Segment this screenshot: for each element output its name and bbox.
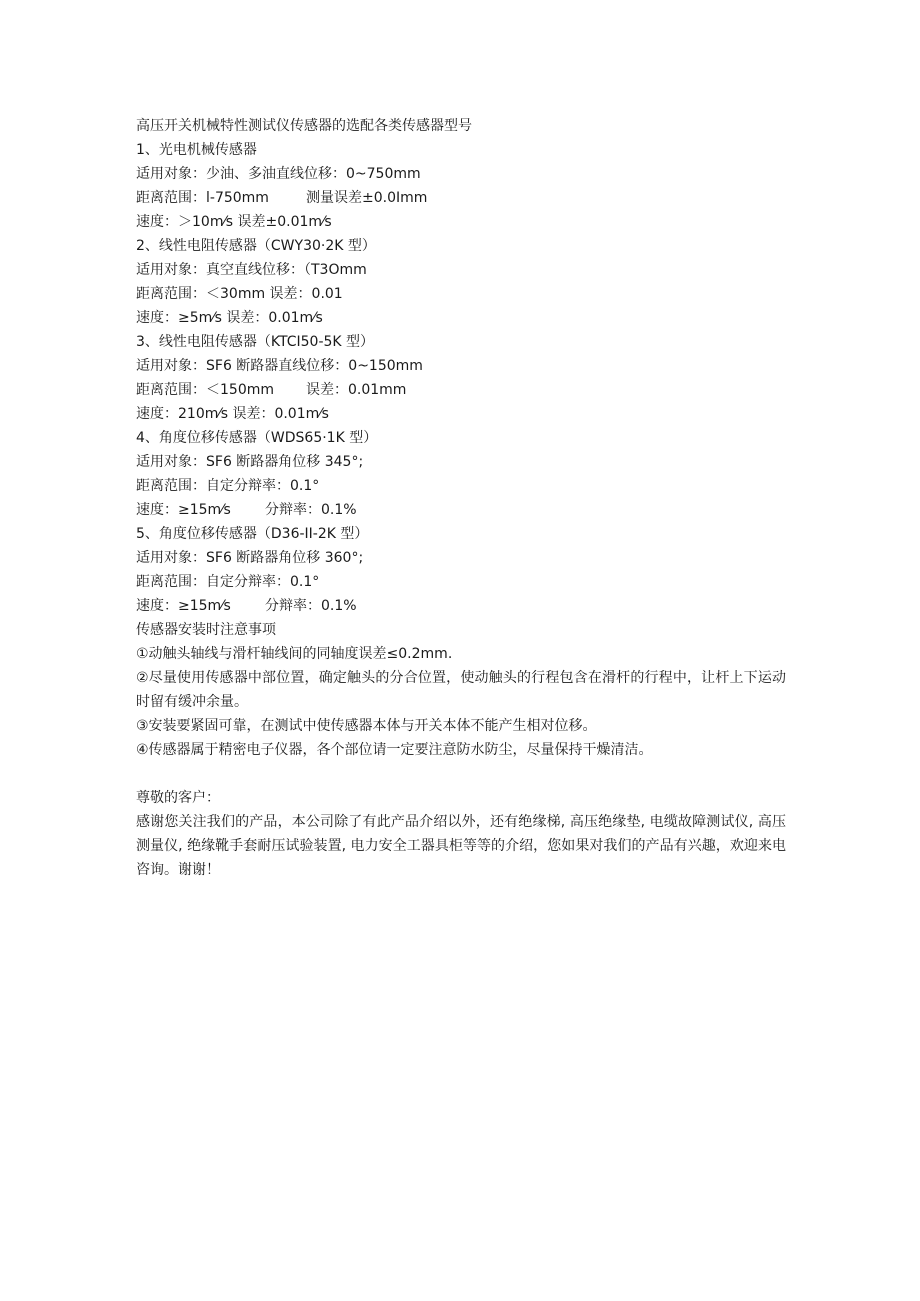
sensor-speed-row	[136, 594, 786, 618]
sensor-speed: 速度：≥5m⁄s 误差：0.01m⁄s	[136, 310, 323, 326]
sensor-range-row	[136, 186, 786, 210]
sensor-object: 适用对象：真空直线位移：（T3Omm	[136, 262, 367, 278]
sensor-range: 距离范围：＜30mm 误差：0.01	[136, 286, 343, 302]
sensor-speed: 速度：≥15m⁄s	[136, 502, 231, 518]
document-title: 高压开关机械特性测试仪传感器的选配各类传感器型号	[136, 118, 472, 134]
sensor-resolution: 分辩率：0.1%	[265, 598, 357, 614]
sensor-heading: 5、角度位移传感器（D36-II-2K 型）	[136, 526, 369, 542]
sensor-speed: 速度：＞10m⁄s 误差±0.01m⁄s	[136, 214, 332, 230]
sensor-heading: 3、线性电阻传感器（KTCI50-5K 型）	[136, 334, 375, 350]
note-item: ④传感器属于精密电子仪器，各个部位请一定要注意防水防尘，尽量保持干燥清洁。	[136, 742, 653, 758]
sensor-error: 误差：0.01mm	[306, 382, 407, 398]
sensor-speed: 速度：210m⁄s 误差：0.01m⁄s	[136, 406, 329, 422]
spacer	[136, 762, 786, 786]
sensor-object: 适用对象：SF6 断路器角位移 360°;	[136, 550, 364, 566]
sensor-resolution: 分辩率：0.1%	[265, 502, 357, 518]
notes-heading: 传感器安装时注意事项	[136, 622, 276, 638]
sensor-heading: 4、角度位移传感器（WDS65·1K 型）	[136, 430, 378, 446]
closing-greeting: 尊敬的客户：	[136, 790, 220, 806]
closing-body: 感谢您关注我们的产品，本公司除了有此产品介绍以外，还有绝缘梯, 高压绝缘垫, 电缆故障测试仪, 高压测量仪, 绝缘靴手套耐压试验装置, 电力安全工器具柜等等的介绍，您如果对我们的产品有兴趣，欢迎来电咨询。谢谢！	[136, 814, 786, 878]
sensor-heading: 1、光电机械传感器	[136, 142, 257, 158]
sensor-range: 距离范围：l-750mm	[136, 190, 269, 206]
sensor-speed: 速度：≥15m⁄s	[136, 598, 231, 614]
sensor-range: 距离范围：＜150mm	[136, 382, 274, 398]
sensor-object: 适用对象：SF6 断路器角位移 345°;	[136, 454, 364, 470]
document-page	[136, 114, 786, 882]
sensor-speed-row	[136, 498, 786, 522]
sensor-object: 适用对象：SF6 断路器直线位移：0~150mm	[136, 358, 423, 374]
sensor-range: 距离范围：自定分辩率：0.1°	[136, 574, 320, 590]
sensor-heading: 2、线性电阻传感器（CWY30·2K 型）	[136, 238, 376, 254]
sensor-object: 适用对象：少油、多油直线位移：0~750mm	[136, 166, 421, 182]
note-item: ②尽量使用传感器中部位置，确定触头的分合位置，使动触头的行程包含在滑杆的行程中，让杆上下运动时留有缓冲余量。	[136, 670, 786, 710]
sensor-error: 测量误差±0.0Imm	[306, 190, 428, 206]
note-item: ①动触头轴线与滑杆轴线间的同轴度误差≤0.2mm.	[136, 646, 453, 662]
note-item: ③安装要紧固可靠，在测试中使传感器本体与开关本体不能产生相对位移。	[136, 718, 597, 734]
sensor-range: 距离范围：自定分辩率：0.1°	[136, 478, 320, 494]
sensor-range-row	[136, 378, 786, 402]
